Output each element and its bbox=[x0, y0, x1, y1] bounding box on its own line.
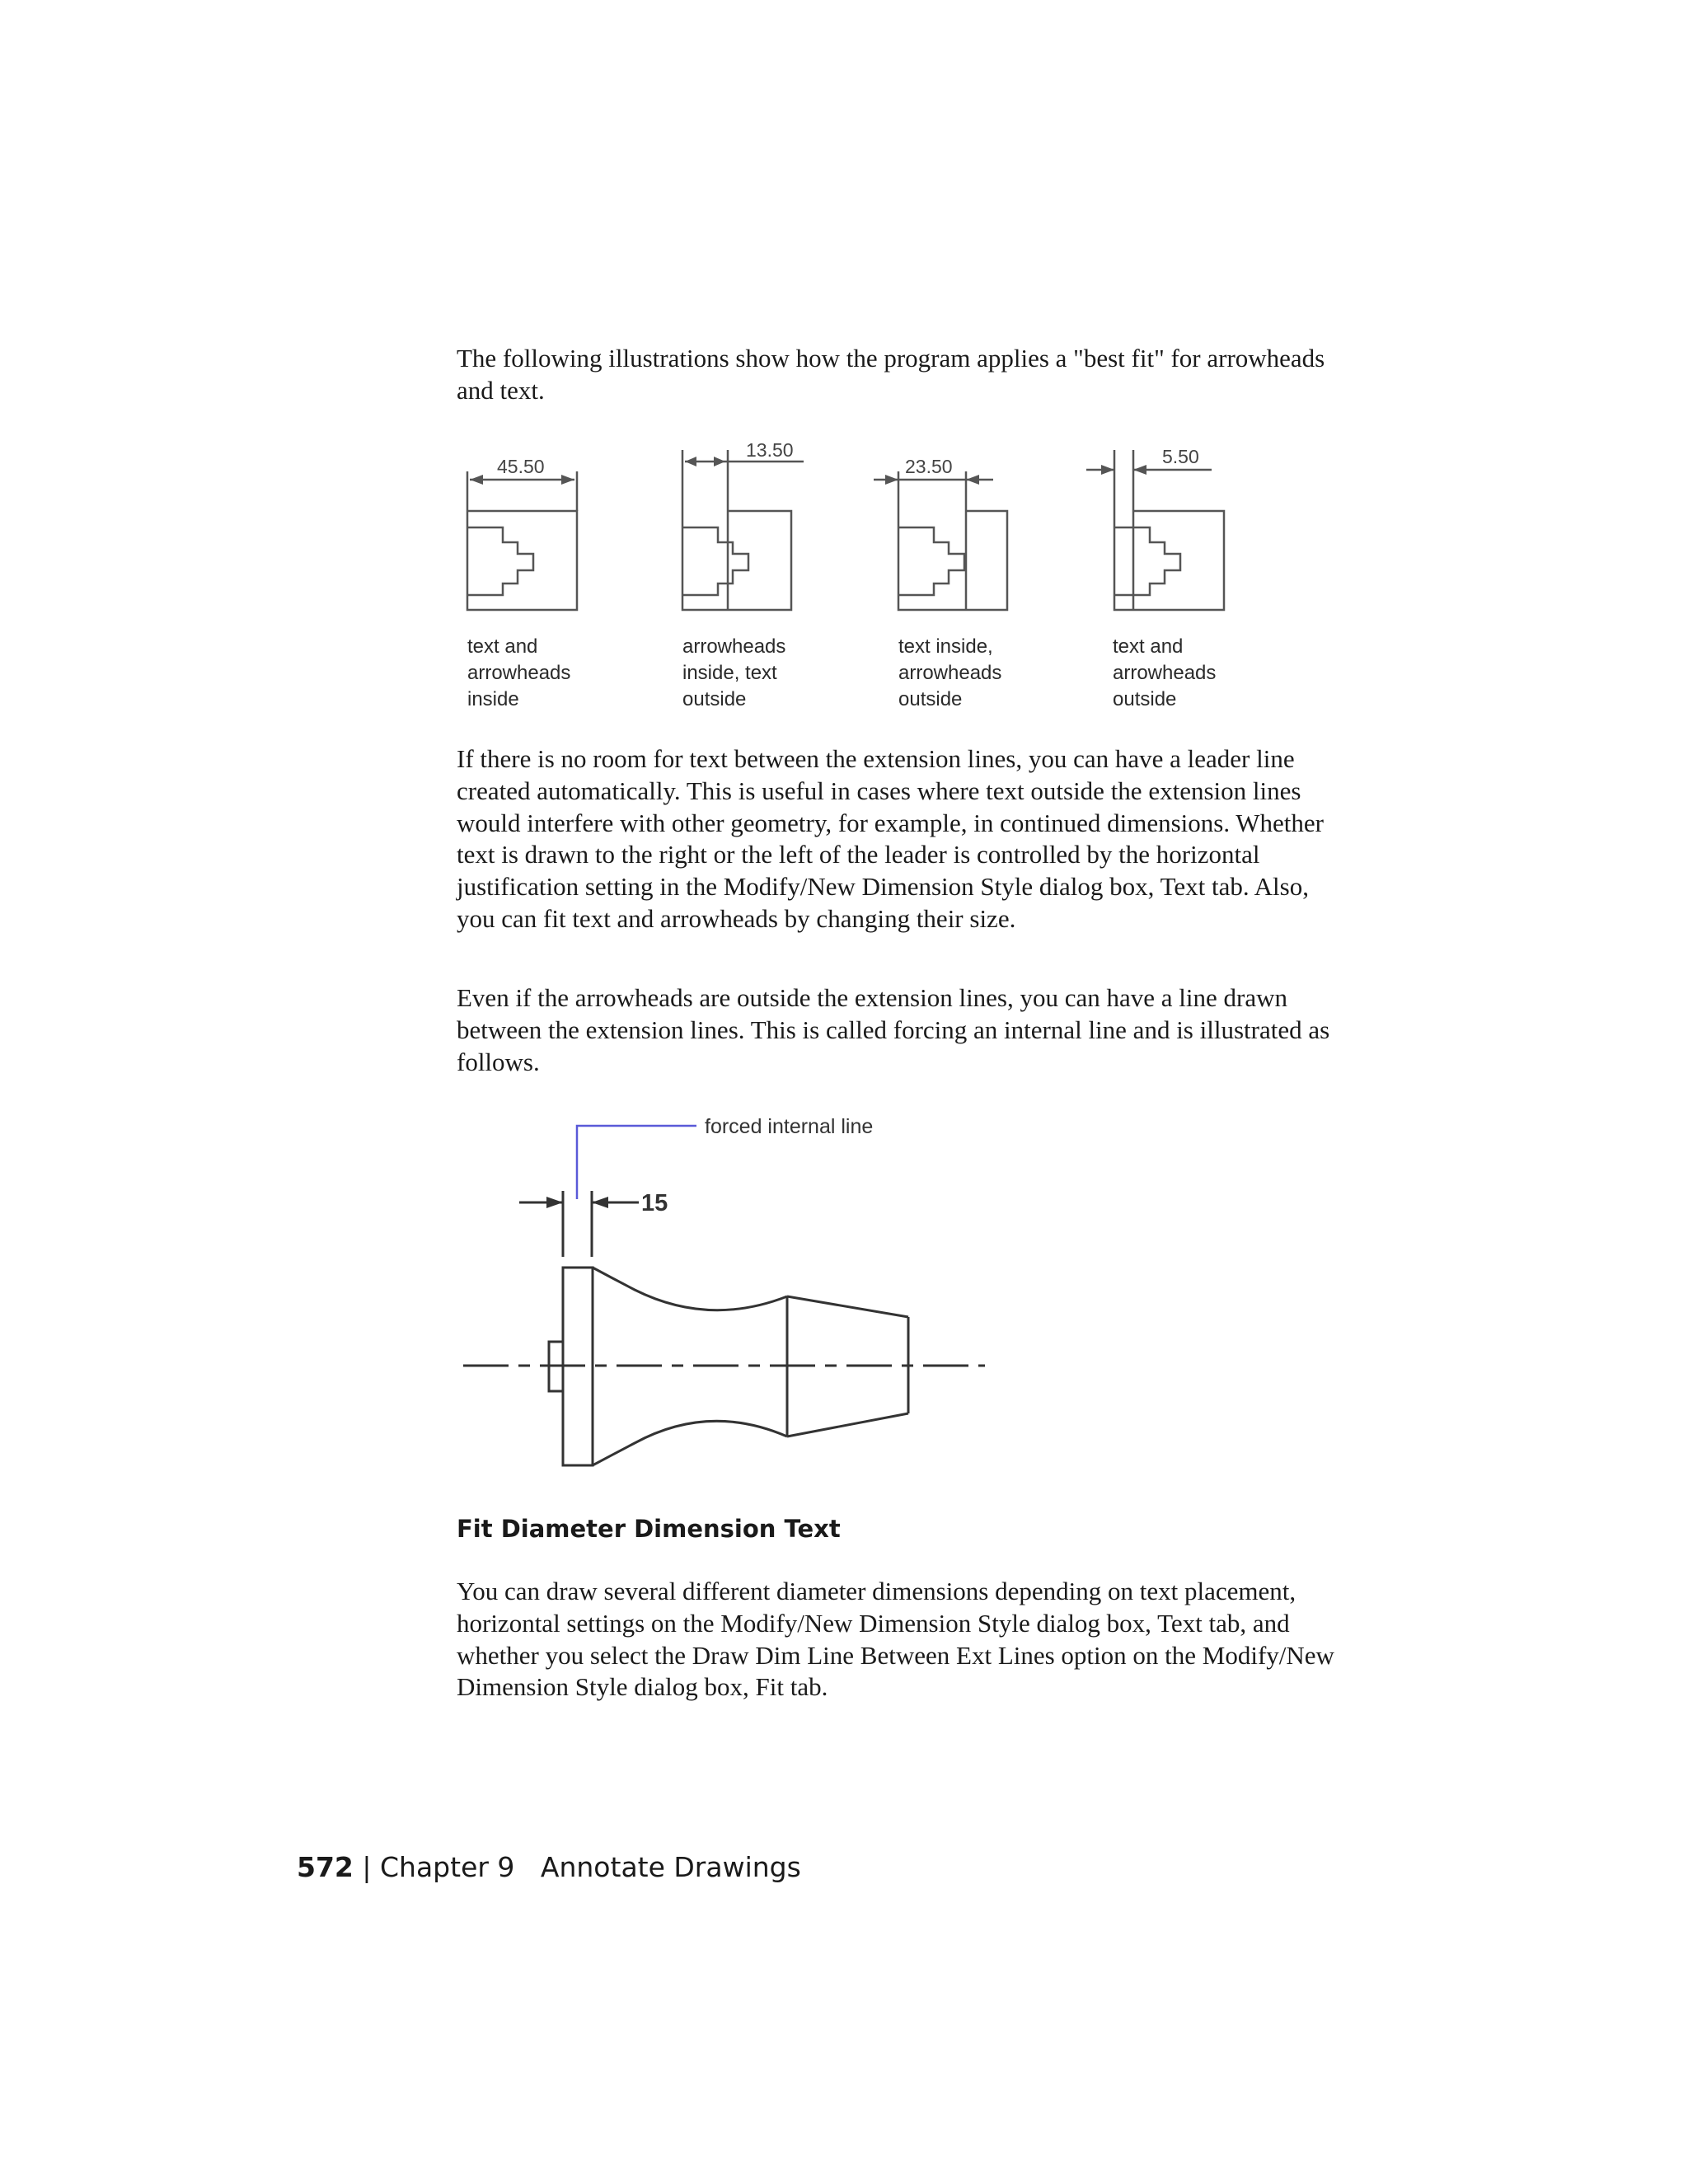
footer-title: Annotate Drawings bbox=[540, 1851, 801, 1883]
fit-figure-2-part bbox=[682, 450, 804, 610]
fit-figure-3-part bbox=[874, 471, 1007, 610]
section-heading: Fit Diameter Dimension Text bbox=[457, 1515, 841, 1543]
fit-figure-3-dimension: 23.50 bbox=[905, 456, 953, 477]
diameter-paragraph: You can draw several different diameter dimensions depending on text placement, horizontal settings on the Modify/New Dimension Style dialog box, Text tab, and whether you select the Draw Dim Line Between Ext Lines option on the Modify/New Dimension Style dialog box, Fit tab. bbox=[457, 1577, 1334, 1702]
forced-internal-line-figure bbox=[453, 1096, 997, 1475]
fit-figure-2-caption: arrowheads inside, text outside bbox=[682, 635, 786, 710]
forced-internal-leader bbox=[577, 1126, 696, 1199]
forced-internal-label: forced internal line bbox=[705, 1115, 874, 1138]
fit-figure-4-caption: text and arrowheads outside bbox=[1113, 635, 1217, 710]
forced-dimension-text: 15 bbox=[641, 1190, 668, 1216]
fit-figure-2-dimension: 13.50 bbox=[746, 439, 794, 461]
leader-paragraph: If there is no room for text between the extension lines, you can have a leader line created automatically. This is useful in cases where text outside the extension lines would interfere with other geometry, for example, in continued dimensions. Whether text is drawn to the right or the left of the leader is controlled by the horizontal justification setting in the Modify/New Dimension Style dialog box, Text tab. Also, you can fit text and arrowheads by changing their size. bbox=[457, 744, 1324, 933]
fit-figure-1-caption: text and arrowheads inside bbox=[467, 635, 571, 710]
best-fit-figure bbox=[445, 429, 1269, 626]
fit-figure-4-part bbox=[1086, 450, 1224, 610]
page-number: 572 bbox=[297, 1851, 354, 1883]
fit-figure-4-dimension: 5.50 bbox=[1162, 446, 1199, 467]
page-footer: 572 | Chapter 9 Annotate Drawings bbox=[297, 1851, 801, 1883]
internal-line-paragraph: Even if the arrowheads are outside the extension lines, you can have a line drawn between the extension lines. This is called forcing an internal line and is illustrated as follows. bbox=[457, 983, 1330, 1076]
fit-figure-3-caption: text inside, arrowheads outside bbox=[898, 635, 1002, 710]
intro-paragraph: The following illustrations show how the program applies a "best fit" for arrowheads and text. bbox=[457, 344, 1325, 405]
fit-figure-1-part bbox=[467, 471, 577, 610]
footer-chapter: Chapter 9 bbox=[380, 1851, 515, 1883]
fit-figure-1-dimension: 45.50 bbox=[497, 456, 545, 477]
